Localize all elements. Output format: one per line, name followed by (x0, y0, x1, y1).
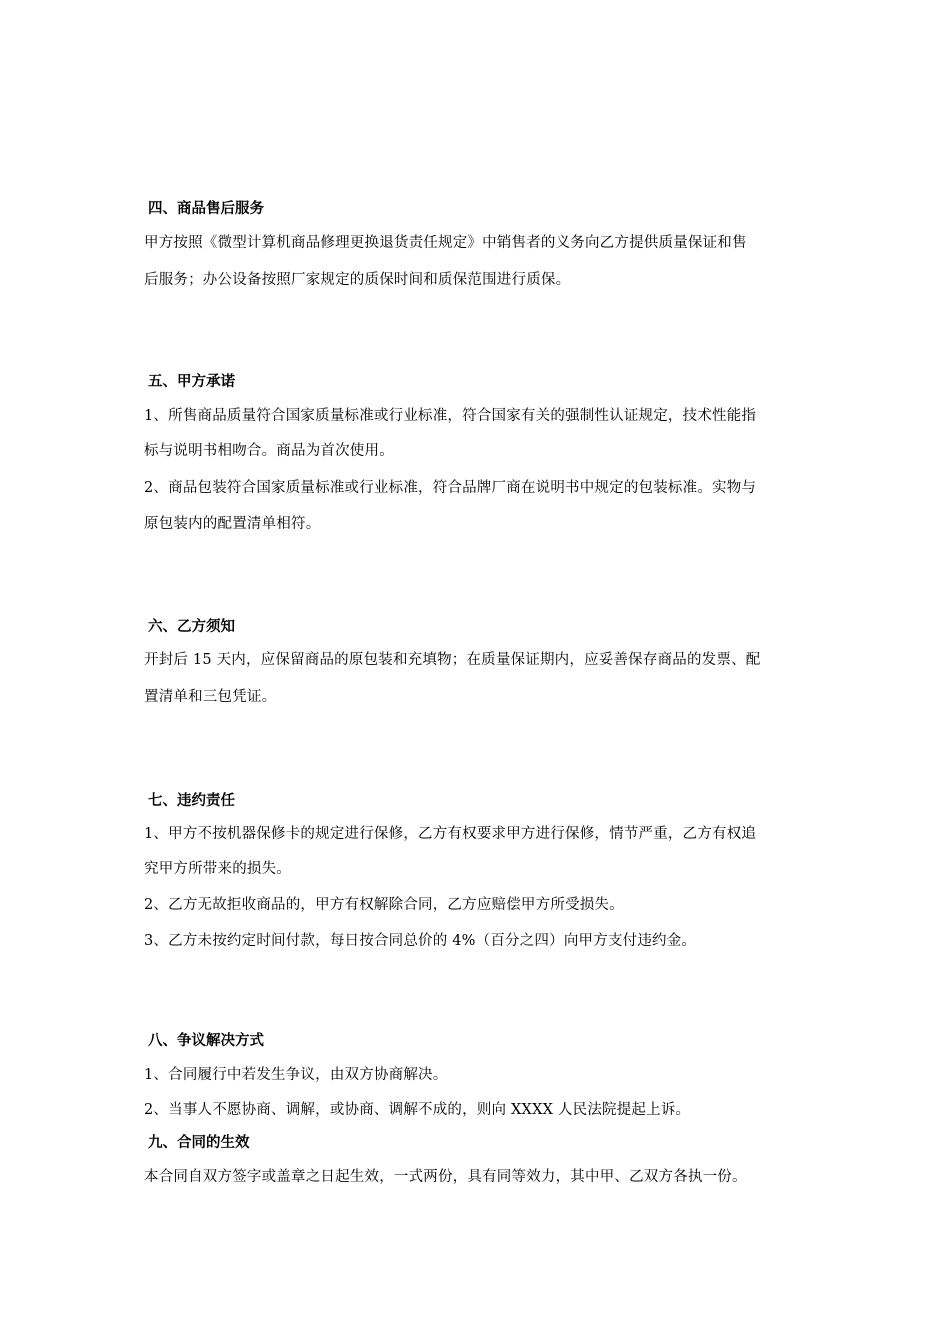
paragraph-line: 究甲方所带来的损失。 (144, 861, 291, 877)
section-heading-contract-effect: 九、合同的生效 (148, 1135, 250, 1151)
paragraph-line: 置清单和三包凭证。 (144, 689, 277, 705)
paragraph-line: 本合同自双方签字或盖章之日起生效，一式两份，具有同等效力，其中甲、乙双方各执一份。 (144, 1169, 747, 1185)
paragraph-line: 2、商品包装符合国家质量标准或行业标准，符合品牌厂商在说明书中规定的包装标准。实物与 (144, 480, 757, 496)
paragraph-line: 1、所售商品质量符合国家质量标准或行业标准，符合国家有关的强制性认证规定，技术性能指 (144, 408, 757, 424)
paragraph-line: 标与说明书相吻合。商品为首次使用。 (144, 443, 394, 459)
paragraph-line: 2、当事人不愿协商、调解，或协商、调解不成的，则向 XXXX 人民法院提起上诉。 (144, 1102, 691, 1118)
section-heading-dispute-resolution: 八、争议解决方式 (148, 1033, 264, 1049)
section-heading-liability: 七、违约责任 (148, 793, 235, 809)
paragraph-line: 1、甲方不按机器保修卡的规定进行保修，乙方有权要求甲方进行保修，情节严重，乙方有权追 (144, 826, 757, 842)
paragraph-line: 后服务；办公设备按照厂家规定的质保时间和质保范围进行质保。 (144, 272, 571, 288)
paragraph-line: 2、乙方无故拒收商品的，甲方有权解除合同，乙方应赔偿甲方所受损失。 (144, 897, 624, 913)
paragraph-line: 3、乙方未按约定时间付款，每日按合同总价的 4%（百分之四）向甲方支付违约金。 (144, 933, 697, 949)
paragraph-line: 开封后 15 天内，应保留商品的原包装和充填物；在质量保证期内，应妥善保存商品的发票、配 (144, 652, 761, 668)
section-heading-party-a-commitment: 五、甲方承诺 (148, 374, 235, 390)
section-heading-after-sales: 四、商品售后服务 (148, 201, 264, 217)
paragraph-line: 原包装内的配置清单相符。 (144, 516, 321, 532)
section-heading-party-b-notice: 六、乙方须知 (148, 619, 235, 635)
paragraph-line: 1、合同履行中若发生争议，由双方协商解决。 (144, 1067, 448, 1083)
paragraph-line: 甲方按照《微型计算机商品修理更换退货责任规定》中销售者的义务向乙方提供质量保证和售 (144, 235, 747, 251)
